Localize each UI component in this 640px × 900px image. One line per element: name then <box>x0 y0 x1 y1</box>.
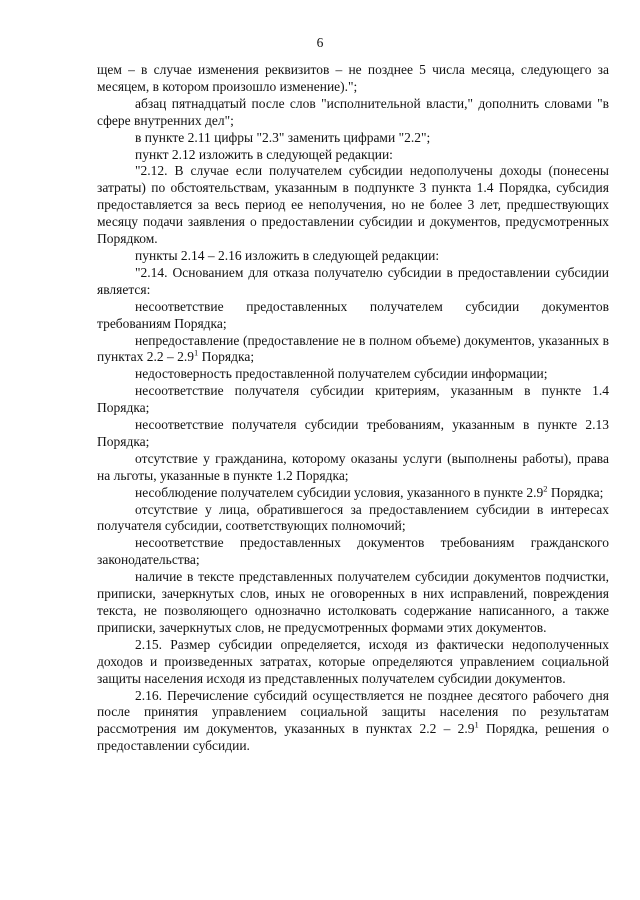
paragraph: пункты 2.14 – 2.16 изложить в следующей редакции: <box>135 247 440 263</box>
paragraph: щем – в случае изменения реквизитов – не позднее 5 числа месяца, следующего за месяцем, в котором произошло изменение)."; <box>97 62 609 94</box>
paragraph: непредоставление (предоставление не в полном объеме) документов, указанных в пунктах $2.2 - 2.9^1$ Порядка; <box>97 332 609 365</box>
paragraph: отсутствие у лица, обратившегося за предоставлением субсидии в интересах получателя субсидии, соответствующих полномочий; <box>97 501 609 534</box>
paragraph: "2.12. В случае если получателем субсидии недополучены доходы (понесены затраты) по обстоятельствам, указанным в подпункте 3 пункта 1.4 Порядка, субсидия предоставляется за весь период ее неполучения, но не более 3 лет, предшествующих месяцу подачи заявления о предоставлении субсидии и документов, предусмотренных Порядком. <box>97 163 609 247</box>
paragraph: несоблюдение получателем субсидии условия, указанного в пункте $2.9^2$ Порядка; <box>135 483 604 500</box>
paragraph: 2.16. Перечисление субсидий осуществляется не позднее десятого рабочего дня после принятия управлением социальной защиты населения по результатам рассмотрения им документов, указанных в пунктах $2.2 - 2.9^1$ Порядка, решения о предоставлении субсидии. <box>97 687 609 754</box>
superscript: 1 <box>474 719 479 730</box>
paragraph: несоответствие получателя субсидии критериям, указанным в пункте 1.4 Порядка; <box>97 383 609 416</box>
superscript: 1 <box>194 347 199 358</box>
paragraph: наличие в тексте представленных получателем субсидии документов подчистки, приписки, зачеркнутых слов, иных не оговоренных в них исправлений, повреждения текста, не позволяющего однозначно истолковать содержание написанного, а также приписки, зачеркнутых слов, не предусмотренных формами этих документов. <box>97 569 609 635</box>
paragraph: несоответствие предоставленных получателем субсидии документов требованиям Порядка; <box>97 298 609 331</box>
superscript: 2 <box>543 483 548 494</box>
paragraph: "2.14. Основанием для отказа получателю субсидии в предоставлении субсидии является: <box>97 264 609 297</box>
paragraph: абзац пятнадцатый после слов "исполнительной власти," дополнить словами "в сфере внутренних дел"; <box>97 95 609 128</box>
paragraph: 2.15. Размер субсидии определяется, исходя из фактически недополученных доходов и произведенных затратах, которые определяются управлением социальной защиты населения исходя из представленных получателем субсидии документов. <box>97 636 609 686</box>
paragraph: в пункте 2.11 цифры "2.3" заменить цифрами "2.2"; <box>135 129 431 145</box>
paragraph: несоответствие предоставленных документов требованиям гражданского законодательства; <box>97 535 609 568</box>
paragraph: пункт 2.12 изложить в следующей редакции: <box>135 146 393 162</box>
paragraph: отсутствие у гражданина, которому оказаны услуги (выполнены работы), права на льготы, указанные в пункте 1.2 Порядка; <box>97 450 609 483</box>
paragraph: недостоверность предоставленной получателем субсидии информации; <box>135 366 548 382</box>
document-body <box>97 62 609 755</box>
page-number: 6 <box>316 35 324 50</box>
paragraph: несоответствие получателя субсидии требованиям, указанным в пункте 2.13 Порядка; <box>97 417 609 449</box>
